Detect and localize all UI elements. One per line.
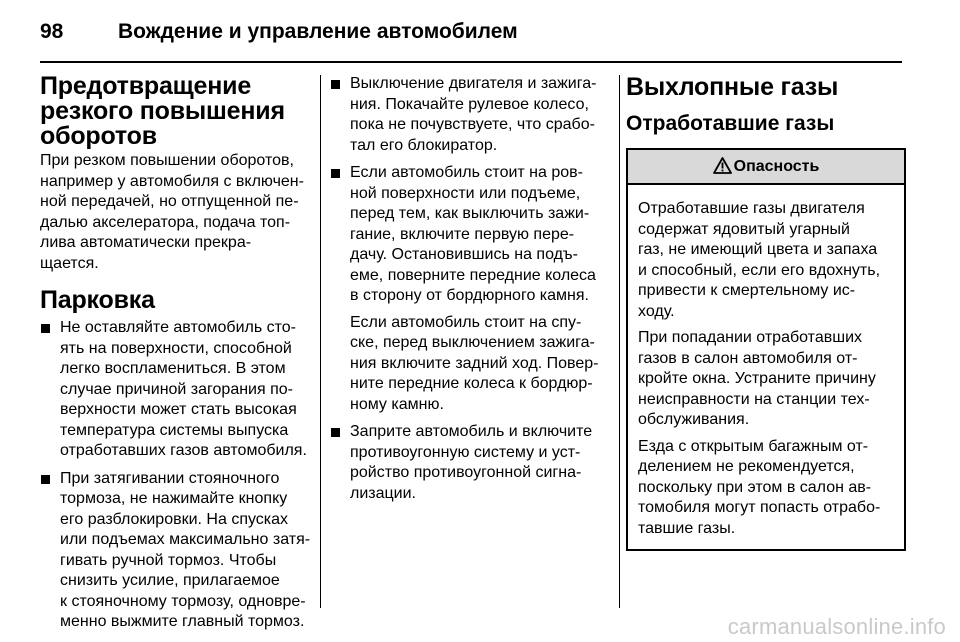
bullet-square-icon <box>41 324 50 333</box>
parking-list-continued <box>330 74 613 504</box>
bullet-square-icon <box>331 169 340 178</box>
column-divider-1 <box>320 75 321 608</box>
column-1 <box>40 74 315 640</box>
list-item: Не оставляйте автомобиль сто- ять на поверхности, способной легко воспламениться. В этом случае причиной загорания по- верхности может стать высокая температура системы выпуска отработавших газов автомобиля. <box>40 318 315 462</box>
list-item: Выключение двигателя и зажига- ния. Покачайте рулевое колесо, пока не почувствуете, что срабо- тал его блокиратор. <box>330 74 613 156</box>
danger-paragraph: При попадании отработавших газов в салон автомобиля от- кройте окна. Устраните причину неисправности на станции тех- обслуживания. <box>638 329 876 428</box>
rev-limit-paragraph: При резком повышении оборотов, например у автомобиля с включен- ной передачей, но отпущенной пе- далью акселератора, подача топ- лива автоматически прекра- щается. <box>40 152 304 272</box>
bullet-square-icon <box>331 80 340 89</box>
column-3 <box>626 74 906 551</box>
danger-body <box>628 185 904 549</box>
header-divider <box>40 61 902 63</box>
running-title: Вождение и управление автомобилем <box>118 20 518 43</box>
list-item: Если автомобиль стоит на ров- ной поверхности или подъеме, перед тем, как выключить зажи- гание, включите первую пере- дачу. Остановившись на подъ- еме, поверните передние колеса в сторону от бордюрного камня. Если автомобиль стоит на спу- ске, перед выключением зажига- ния включите задний ход. Повер- ните передние колеса к бордюр- ному камню. <box>330 163 613 415</box>
section-title-exhaust: Выхлопные газы <box>626 73 839 101</box>
list-item: Заприте автомобиль и включите противоугонную систему и уст- ройство противоугонной сигна- лизации. <box>330 422 613 504</box>
danger-paragraph: Езда с открытым багажным от- делением не рекомендуется, поскольку при этом в салон ав- томобиля могут попасть отрабо- тавшие газы. <box>638 437 881 537</box>
bullet-square-icon <box>331 428 340 437</box>
page-number: 98 <box>40 20 64 43</box>
bullet-square-icon <box>41 475 50 484</box>
danger-label: Опасность <box>733 157 820 175</box>
page-header <box>40 16 518 52</box>
danger-header <box>628 150 904 185</box>
danger-paragraph: Отработавшие газы двигателя содержат ядовитый угарный газ, не имеющий цвета и запаха и способный, если его вдохнуть, привести к смертельному ис- ходу. <box>638 200 881 320</box>
parking-list <box>40 318 315 633</box>
column-2 <box>330 74 613 511</box>
subsection-title-exhaust-gases: Отработавшие газы <box>626 112 835 135</box>
list-item: При затягивании стояночного тормоза, не нажимайте кнопку его разблокировки. На спусках или подъемах максимально затя- гивать ручной тормоз. Чтобы снизить усилие, прилагаемое к стояночному тормозу, одновре- менно выжмите главный тормоз. <box>40 469 315 633</box>
list-item-subparagraph: Если автомобиль стоит на спу- ске, перед выключением зажига- ния включите задний ход. Повер- ните передние колеса к бордюр- ному камню. <box>350 313 599 413</box>
danger-warning-box <box>626 148 906 551</box>
column-divider-2 <box>619 75 620 608</box>
section-title-rev-limit: Предотвращение резкого повышения оборотов <box>40 72 285 150</box>
section-title-parking: Парковка <box>40 286 155 314</box>
warning-triangle-icon <box>713 157 732 174</box>
watermark: carmanualsonline.info <box>727 614 946 639</box>
